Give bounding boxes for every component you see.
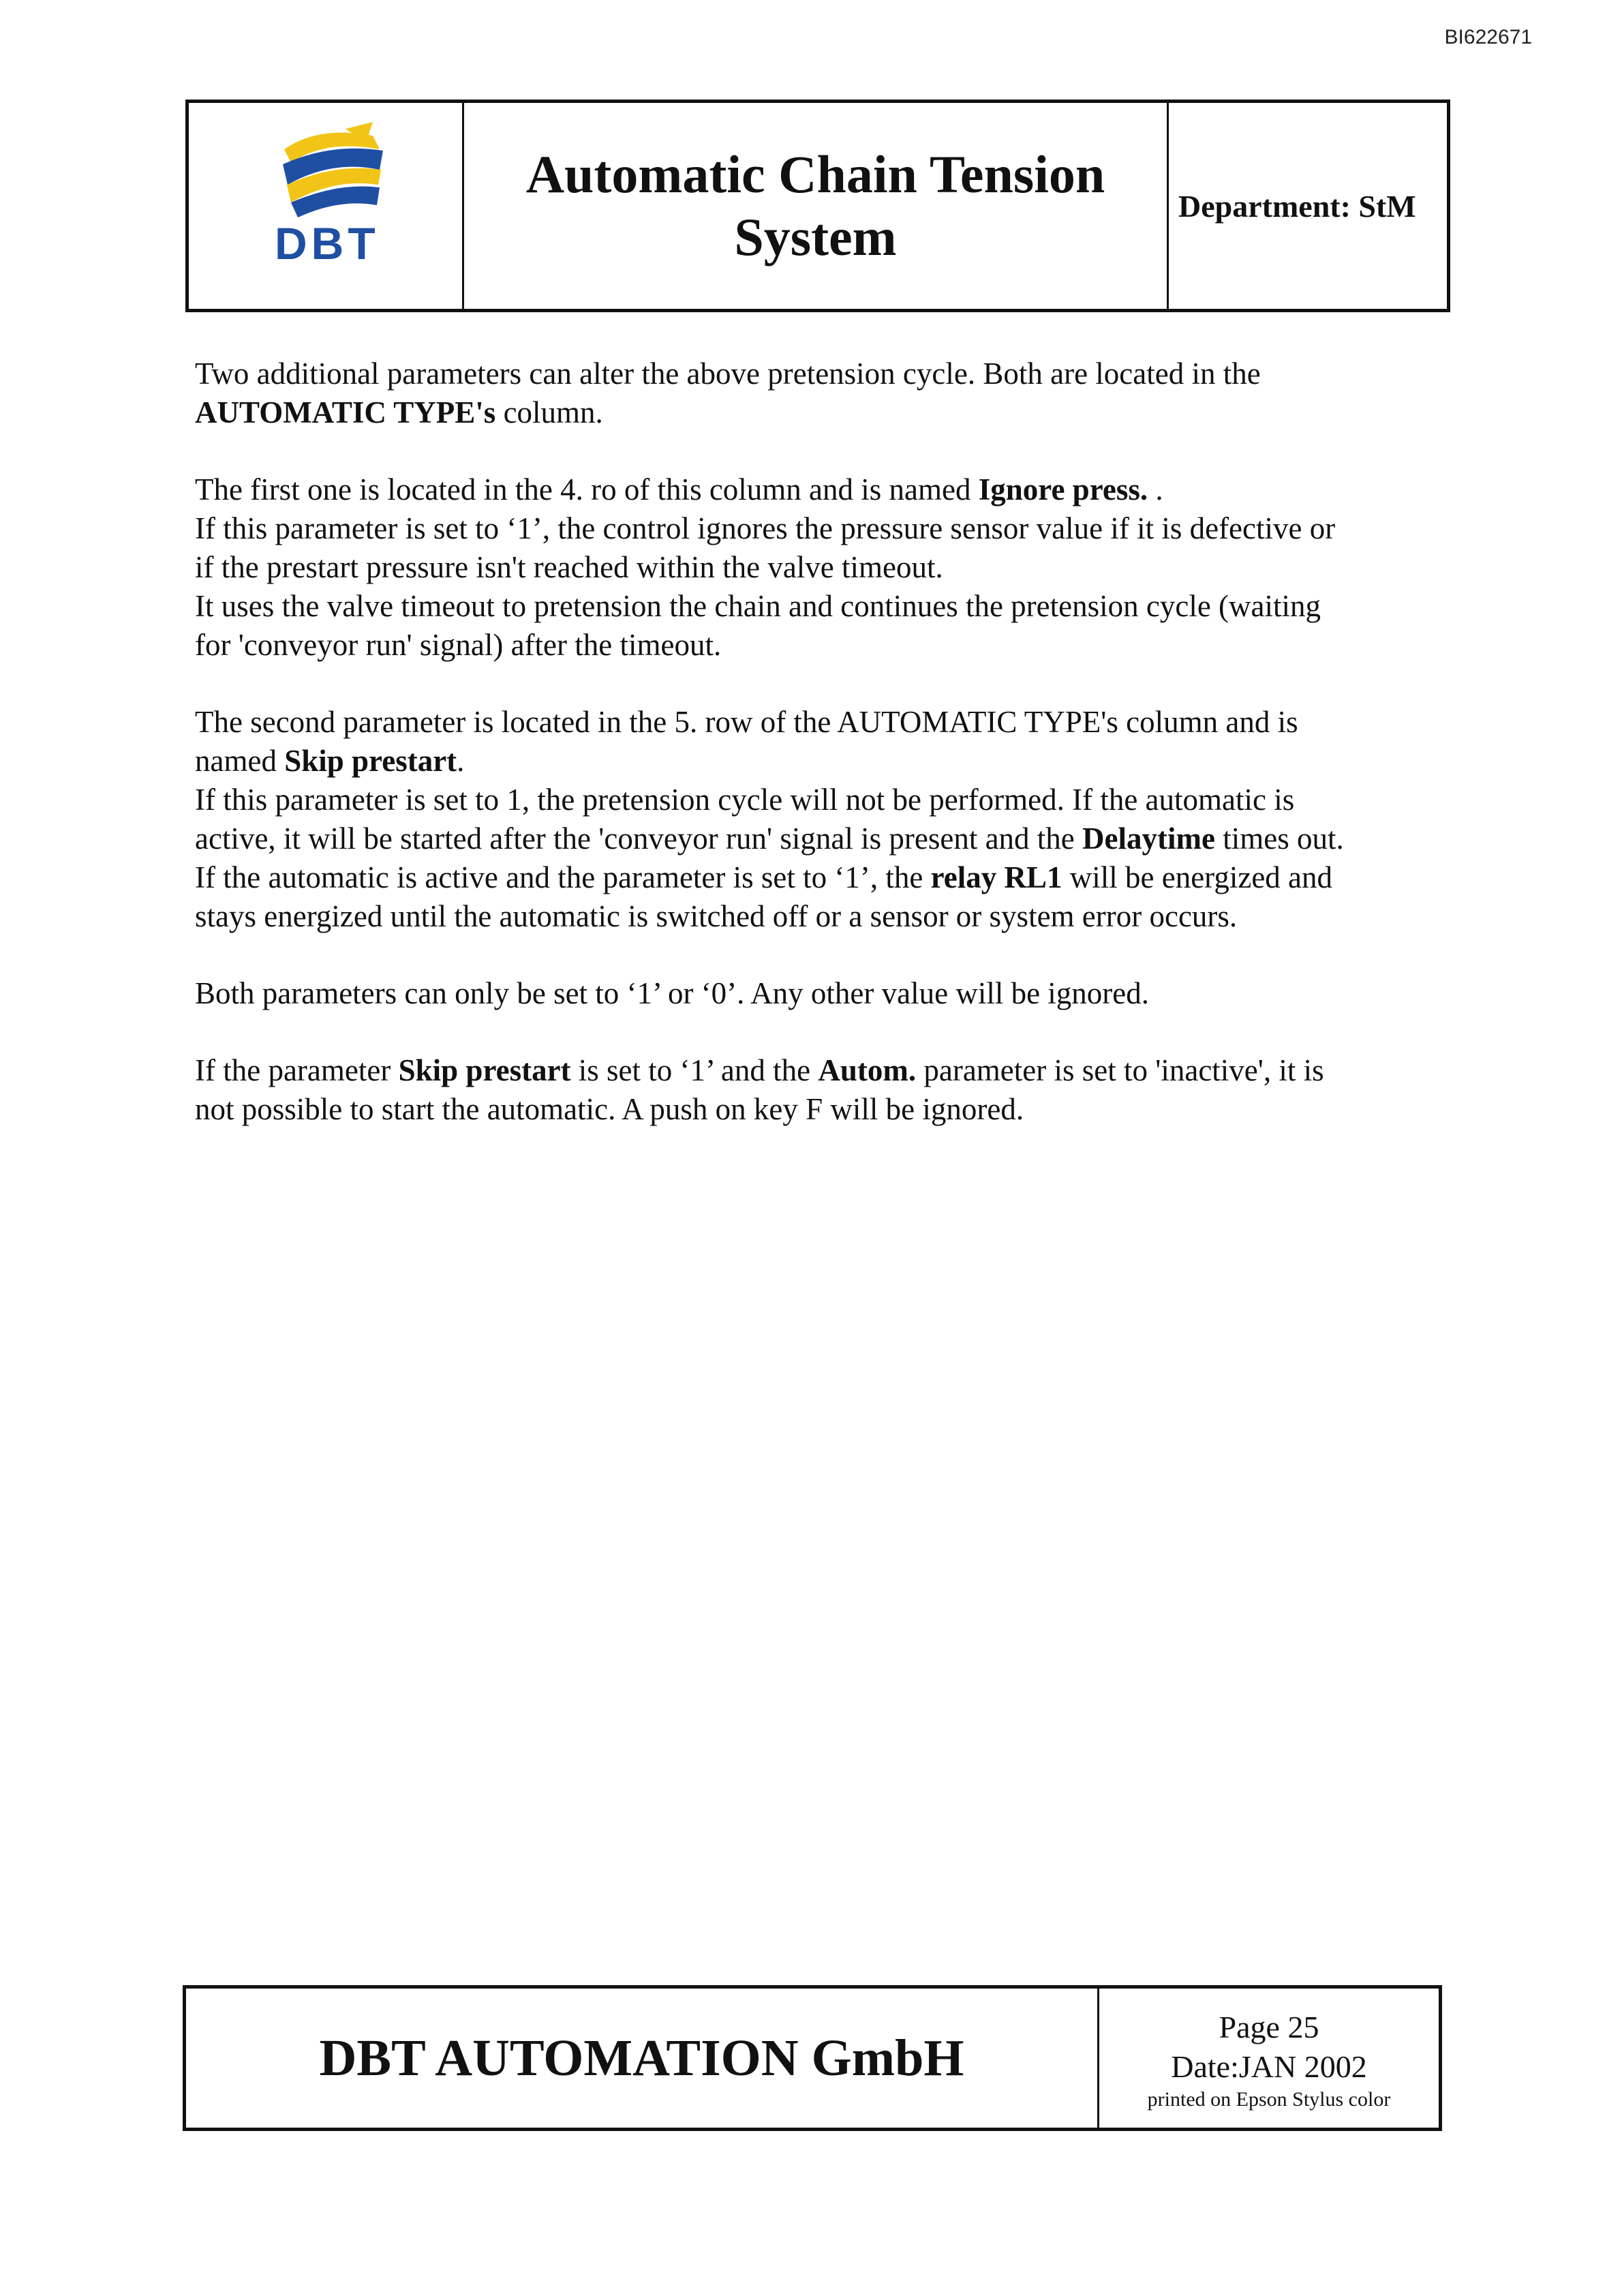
p3-line-6: stays energized until the automatic is switched off or a sensor or system error occurs. [195, 899, 1238, 933]
delaytime-term: Delaytime [1082, 821, 1215, 856]
header-box [185, 100, 1450, 312]
p2-line-5: for 'conveyor run' signal) after the timeout. [195, 628, 722, 662]
p3-line-5: If the automatic is active and the parameter is set to ‘1’, the relay RL1 will be energized and [195, 860, 1333, 894]
document-title-cell [464, 103, 1169, 309]
paragraph-5 [195, 1051, 1437, 1129]
p2-line-3: if the prestart pressure isn't reached within the valve timeout. [195, 550, 943, 584]
p2-line-4: It uses the valve timeout to pretension the chain and continues the pretension cycle (waiting [195, 589, 1321, 623]
paragraph-4 [195, 974, 1437, 1013]
document-date: Date:JAN 2002 [1171, 2049, 1367, 2084]
document-id: BI622671 [1444, 26, 1532, 48]
p3-line-3: If this parameter is set to 1, the pretension cycle will not be performed. If the automatic is [195, 783, 1295, 817]
p2-line-1: The first one is located in the 4. ro of this column and is named Ignore press. . [195, 472, 1163, 507]
automatic-type-term: AUTOMATIC TYPE's [195, 395, 496, 429]
footer-company-cell [186, 1989, 1099, 2128]
autom-term: Autom. [818, 1053, 917, 1087]
dbt-logo-icon [271, 122, 393, 231]
body-text [195, 354, 1437, 1167]
department-cell [1169, 103, 1447, 309]
department-label: Department: StM [1178, 188, 1416, 224]
page-number: Page 25 [1219, 2010, 1319, 2044]
company-name: DBT AUTOMATION GmbH [319, 2029, 964, 2087]
paragraph-2 [195, 470, 1437, 665]
skip-prestart-term: Skip prestart [284, 744, 457, 778]
footer-info-cell [1099, 1989, 1439, 2128]
p3-line-2: named Skip prestart. [195, 744, 465, 778]
p4-line-1: Both parameters can only be set to ‘1’ or ‘0’. Any other value will be ignored. [195, 976, 1150, 1010]
p2-line-2: If this parameter is set to ‘1’, the control ignores the pressure sensor value if it is defective or [195, 511, 1336, 545]
ignore-press-term: Ignore press. [978, 472, 1148, 507]
document-title: Automatic Chain Tension System [525, 145, 1105, 267]
printed-note: printed on Epson Stylus color [1147, 2088, 1391, 2111]
paragraph-1 [195, 354, 1437, 432]
skip-prestart-term-2: Skip prestart [398, 1053, 571, 1087]
company-logo [189, 103, 464, 309]
logo-text: DBT [275, 218, 380, 269]
p5-line-1: If the parameter Skip prestart is set to ‘1’ and the Autom. parameter is set to 'inactive', it is [195, 1053, 1324, 1087]
relay-rl1-term: relay RL1 [930, 860, 1062, 894]
p3-line-1: The second parameter is located in the 5. row of the AUTOMATIC TYPE's column and is [195, 705, 1298, 739]
paragraph-3 [195, 703, 1437, 936]
p3-line-4: active, it will be started after the 'conveyor run' signal is present and the Delaytime times out. [195, 821, 1344, 856]
p5-line-2: not possible to start the automatic. A push on key F will be ignored. [195, 1092, 1024, 1126]
p1-line-1: Two additional parameters can alter the above pretension cycle. Both are located in the [195, 357, 1261, 391]
footer-box [183, 1985, 1442, 2131]
p1-line-2: AUTOMATIC TYPE's column. [195, 395, 603, 429]
